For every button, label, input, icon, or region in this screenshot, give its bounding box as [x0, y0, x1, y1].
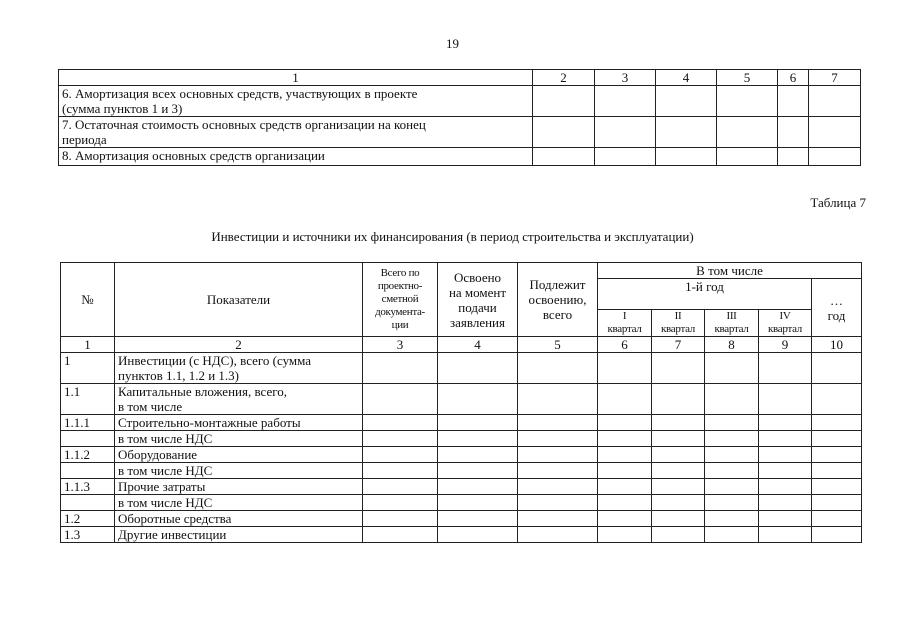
- investments-table: [60, 262, 862, 543]
- empty-cell: [705, 495, 759, 511]
- table-row: [61, 447, 862, 463]
- empty-cell: [363, 353, 438, 384]
- empty-cell: [652, 415, 705, 431]
- empty-cell: [598, 479, 652, 495]
- text-line: 6. Амортизация всех основных средств, участвующих в проекте: [62, 86, 418, 101]
- table-caption: Таблица 7: [810, 195, 866, 210]
- empty-cell: [363, 463, 438, 479]
- text-line: Освоено: [453, 269, 502, 285]
- text-line: Строительно-монтажные работы: [118, 415, 301, 430]
- text-line: документа-: [375, 306, 425, 318]
- column-number-cell: 1: [61, 337, 115, 353]
- empty-cell: [518, 479, 598, 495]
- empty-cell: [705, 353, 759, 384]
- empty-cell: [705, 511, 759, 527]
- empty-cell: [518, 384, 598, 415]
- table-row: [61, 463, 862, 479]
- empty-cell: [595, 86, 656, 117]
- empty-cell: [656, 86, 717, 117]
- text-line: Инвестиции (с НДС), всего (сумма: [118, 353, 312, 368]
- empty-cell: [363, 527, 438, 543]
- empty-cell: [812, 415, 862, 431]
- empty-cell: [438, 447, 518, 463]
- row-label: [115, 511, 363, 527]
- row-number: 1.1.2: [61, 447, 115, 463]
- empty-cell: [812, 495, 862, 511]
- empty-cell: [759, 479, 812, 495]
- column-number-cell: 4: [656, 70, 717, 86]
- row-label: [115, 479, 363, 495]
- empty-cell: [812, 447, 862, 463]
- empty-cell: [652, 511, 705, 527]
- text-line: всего: [542, 307, 573, 322]
- empty-cell: [598, 384, 652, 415]
- empty-cell: [598, 431, 652, 447]
- empty-cell: [363, 447, 438, 463]
- text-line: в том числе НДС: [118, 463, 213, 478]
- empty-cell: [717, 148, 778, 166]
- empty-cell: [598, 527, 652, 543]
- empty-cell: [363, 495, 438, 511]
- empty-cell: [598, 353, 652, 384]
- row-label: [115, 431, 363, 447]
- empty-cell: [759, 511, 812, 527]
- table-row: [61, 495, 862, 511]
- empty-cell: [533, 148, 595, 166]
- column-number-cell: 4: [438, 337, 518, 353]
- empty-cell: [518, 527, 598, 543]
- header-quarter: [759, 310, 812, 337]
- empty-cell: [759, 415, 812, 431]
- column-number-cell: 5: [518, 337, 598, 353]
- text-line: Оборотные средства: [118, 511, 232, 526]
- empty-cell: [518, 511, 598, 527]
- column-number-cell: 5: [717, 70, 778, 86]
- table-row: [61, 527, 862, 543]
- column-number-cell: 7: [652, 337, 705, 353]
- text-line: Прочие затраты: [118, 479, 206, 494]
- column-numbers-row: [61, 337, 862, 353]
- empty-cell: [363, 431, 438, 447]
- empty-cell: [812, 431, 862, 447]
- empty-cell: [363, 479, 438, 495]
- text-line: Оборудование: [118, 447, 198, 462]
- empty-cell: [438, 511, 518, 527]
- empty-cell: [363, 511, 438, 527]
- table-row: [61, 511, 862, 527]
- header-to-master: [518, 263, 598, 337]
- empty-cell: [652, 527, 705, 543]
- row-label: [115, 353, 363, 384]
- empty-cell: [533, 117, 595, 148]
- empty-cell: [652, 479, 705, 495]
- header-quarter: [598, 310, 652, 337]
- text-line: проектно-: [377, 280, 423, 292]
- empty-cell: [598, 463, 652, 479]
- quarter-word: квартал: [661, 323, 695, 335]
- row-label: [115, 527, 363, 543]
- table-row: [61, 415, 862, 431]
- column-number-cell: 6: [778, 70, 809, 86]
- quarter-word: квартал: [607, 323, 642, 335]
- empty-cell: [652, 384, 705, 415]
- text-line: заявления: [449, 314, 505, 330]
- table-row: [61, 384, 862, 415]
- empty-cell: [363, 384, 438, 415]
- text-line: в том числе НДС: [118, 495, 213, 510]
- header-first-year: 1-й год: [598, 279, 812, 310]
- row-label: [115, 384, 363, 415]
- empty-cell: [438, 495, 518, 511]
- text-line: в том числе: [118, 399, 183, 414]
- empty-cell: [438, 463, 518, 479]
- empty-cell: [759, 463, 812, 479]
- text-line: …: [830, 292, 844, 308]
- depreciation-table: [58, 69, 861, 166]
- empty-cell: [759, 495, 812, 511]
- header-quarter: [652, 310, 705, 337]
- quarter-number: II: [674, 310, 682, 322]
- empty-cell: [705, 527, 759, 543]
- column-number-cell: 2: [115, 337, 363, 353]
- quarter-number: IV: [779, 310, 791, 322]
- row-number: 1.3: [61, 527, 115, 543]
- table-row: [61, 431, 862, 447]
- text-line: 7. Остаточная стоимость основных средств организации на конец: [62, 117, 426, 132]
- empty-cell: [759, 353, 812, 384]
- text-line: на момент: [448, 284, 507, 300]
- empty-cell: [717, 86, 778, 117]
- text-line: (сумма пунктов 1 и 3): [62, 101, 183, 116]
- empty-cell: [705, 447, 759, 463]
- table-row: [61, 353, 862, 384]
- text-line: год: [827, 307, 846, 323]
- text-line: Другие инвестиции: [118, 527, 227, 542]
- empty-cell: [595, 117, 656, 148]
- text-line: сметной: [381, 293, 419, 305]
- text-line: Всего по: [380, 267, 420, 279]
- column-number-cell: 10: [812, 337, 862, 353]
- text-line: периода: [62, 132, 107, 147]
- empty-cell: [652, 353, 705, 384]
- empty-cell: [705, 384, 759, 415]
- header-row: [59, 70, 861, 86]
- row-number: 1.1: [61, 384, 115, 415]
- text-line: Подлежит: [529, 277, 586, 292]
- empty-cell: [438, 353, 518, 384]
- empty-cell: [809, 148, 861, 166]
- row-number: 1.1.3: [61, 479, 115, 495]
- empty-cell: [717, 117, 778, 148]
- text-line: освоению,: [528, 292, 587, 307]
- column-number-cell: 7: [809, 70, 861, 86]
- empty-cell: [705, 415, 759, 431]
- empty-cell: [759, 384, 812, 415]
- empty-cell: [533, 86, 595, 117]
- empty-cell: [656, 148, 717, 166]
- table-title: Инвестиции и источники их финансирования (в период строительства и эксплуатации): [211, 229, 694, 244]
- quarter-number: I: [622, 310, 627, 322]
- column-number-cell: 8: [705, 337, 759, 353]
- header-total-by-project: [363, 263, 438, 337]
- empty-cell: [598, 447, 652, 463]
- column-number-cell: 6: [598, 337, 652, 353]
- table-row: [59, 86, 861, 117]
- table-row: [61, 479, 862, 495]
- text-line: ции: [391, 319, 409, 331]
- empty-cell: [812, 511, 862, 527]
- text-line: в том числе НДС: [118, 431, 213, 446]
- empty-cell: [812, 353, 862, 384]
- row-label: [59, 86, 533, 117]
- row-label: [115, 447, 363, 463]
- empty-cell: [598, 511, 652, 527]
- empty-cell: [778, 86, 809, 117]
- column-number-cell: 3: [595, 70, 656, 86]
- empty-cell: [812, 479, 862, 495]
- empty-cell: [438, 415, 518, 431]
- header-indicators: Показатели: [115, 263, 363, 337]
- empty-cell: [812, 527, 862, 543]
- row-number: [61, 495, 115, 511]
- text-line: подачи: [458, 299, 497, 315]
- empty-cell: [598, 415, 652, 431]
- empty-cell: [809, 86, 861, 117]
- empty-cell: [812, 384, 862, 415]
- column-number-cell: 1: [59, 70, 533, 86]
- header-mastered: [438, 263, 518, 337]
- empty-cell: [759, 431, 812, 447]
- text-line: 8. Амортизация основных средств организации: [62, 148, 325, 163]
- empty-cell: [518, 447, 598, 463]
- row-number: [61, 431, 115, 447]
- empty-cell: [438, 479, 518, 495]
- empty-cell: [759, 447, 812, 463]
- empty-cell: [518, 415, 598, 431]
- empty-cell: [759, 527, 812, 543]
- empty-cell: [438, 384, 518, 415]
- empty-cell: [438, 527, 518, 543]
- empty-cell: [652, 463, 705, 479]
- empty-cell: [652, 447, 705, 463]
- empty-cell: [652, 431, 705, 447]
- quarter-word: квартал: [768, 323, 802, 335]
- empty-cell: [778, 117, 809, 148]
- empty-cell: [595, 148, 656, 166]
- empty-cell: [705, 479, 759, 495]
- header-year-col: [812, 279, 862, 337]
- page-number: 19: [446, 36, 459, 51]
- header-including: В том числе: [598, 263, 862, 279]
- column-number-cell: 3: [363, 337, 438, 353]
- quarter-number: III: [726, 310, 737, 322]
- empty-cell: [518, 495, 598, 511]
- text-line: пунктов 1.1, 1.2 и 1.3): [118, 368, 239, 383]
- empty-cell: [598, 495, 652, 511]
- table-row: [59, 117, 861, 148]
- empty-cell: [518, 463, 598, 479]
- empty-cell: [652, 495, 705, 511]
- row-label: [59, 117, 533, 148]
- row-label: [115, 495, 363, 511]
- column-number-cell: 2: [533, 70, 595, 86]
- empty-cell: [809, 117, 861, 148]
- row-label: [115, 415, 363, 431]
- quarter-word: квартал: [714, 323, 749, 335]
- column-number-cell: 9: [759, 337, 812, 353]
- header-no: №: [61, 263, 115, 337]
- empty-cell: [778, 148, 809, 166]
- row-number: 1.2: [61, 511, 115, 527]
- empty-cell: [656, 117, 717, 148]
- row-number: 1: [61, 353, 115, 384]
- empty-cell: [705, 431, 759, 447]
- text-line: Капитальные вложения, всего,: [118, 384, 287, 399]
- empty-cell: [812, 463, 862, 479]
- table-row: [59, 148, 861, 166]
- empty-cell: [438, 431, 518, 447]
- empty-cell: [518, 353, 598, 384]
- row-number: [61, 463, 115, 479]
- row-label: [59, 148, 533, 166]
- empty-cell: [705, 463, 759, 479]
- row-label: [115, 463, 363, 479]
- empty-cell: [518, 431, 598, 447]
- header-quarter: [705, 310, 759, 337]
- empty-cell: [363, 415, 438, 431]
- row-number: 1.1.1: [61, 415, 115, 431]
